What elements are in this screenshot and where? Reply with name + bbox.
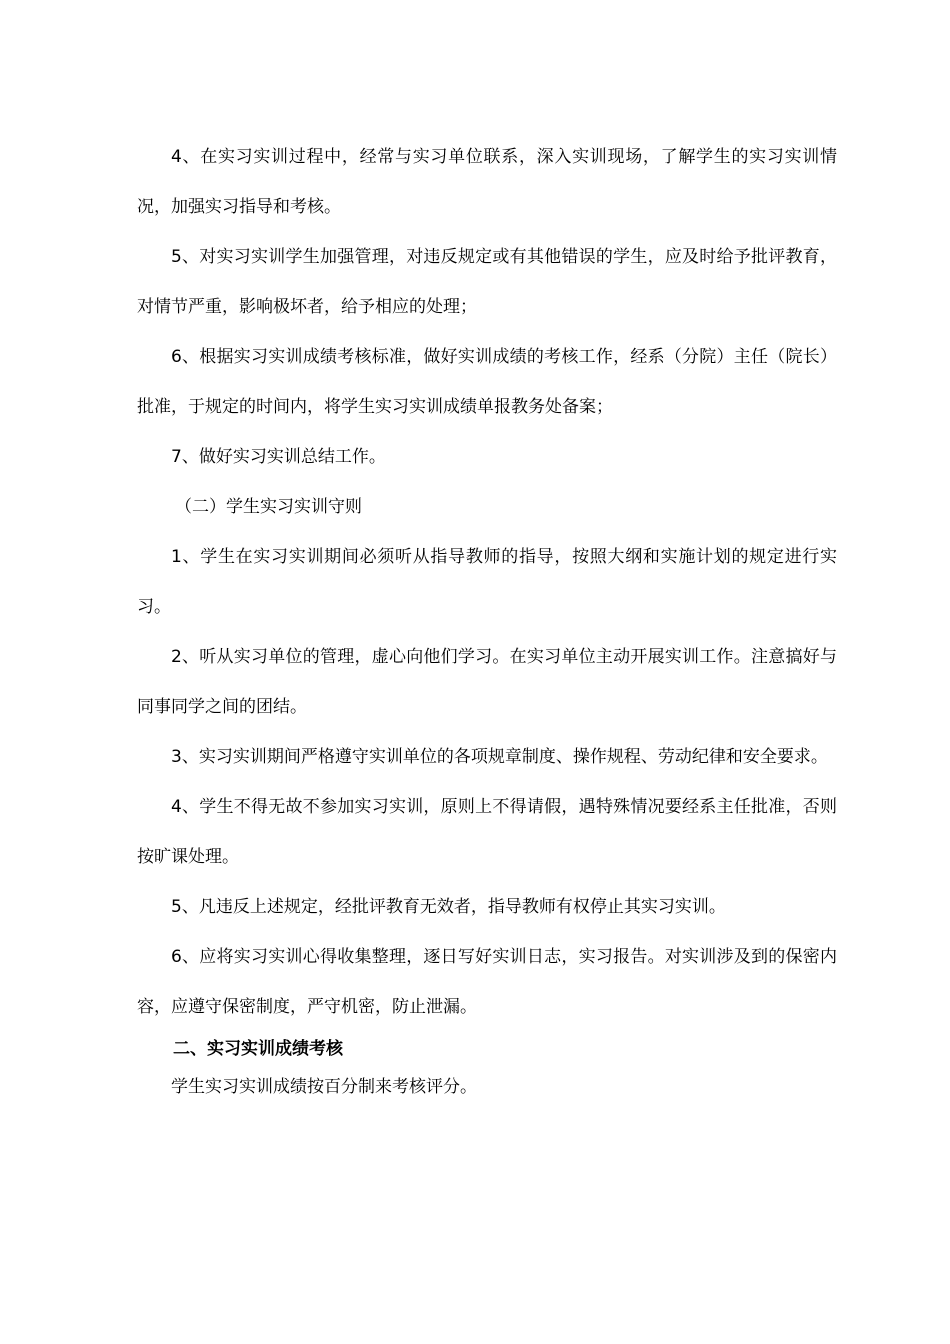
paragraph-grade-assessment: 学生实习实训成绩按百分制来考核评分。 bbox=[171, 1077, 477, 1097]
paragraph-teacher-duty-6: 6、根据实习实训成绩考核标准，做好实训成绩的考核工作，经系（分院）主任（院长）批准，于规定的时间内，将学生实习实训成绩单报教务处备案； bbox=[137, 347, 837, 417]
paragraph-student-rule-3: 3、实习实训期间严格遵守实训单位的各项规章制度、操作规程、劳动纪律和安全要求。 bbox=[171, 747, 828, 767]
paragraph-student-rule-6: 6、应将实习实训心得收集整理，逐日写好实训日志，实习报告。对实训涉及到的保密内容，应遵守保密制度，严守机密，防止泄漏。 bbox=[137, 947, 837, 1017]
paragraph-student-rule-1: 1、学生在实习实训期间必须听从指导教师的指导，按照大纲和实施计划的规定进行实习。 bbox=[137, 547, 837, 617]
paragraph-teacher-duty-4: 4、在实习实训过程中，经常与实习单位联系，深入实训现场，了解学生的实习实训情况，加强实习指导和考核。 bbox=[137, 147, 837, 217]
paragraph-student-rule-4: 4、学生不得无故不参加实习实训，原则上不得请假，遇特殊情况要经系主任批准，否则按旷课处理。 bbox=[137, 797, 837, 867]
document-body bbox=[137, 132, 837, 1106]
paragraph-teacher-duty-7: 7、做好实习实训总结工作。 bbox=[171, 447, 386, 467]
section-heading-grade-assessment: 二、实习实训成绩考核 bbox=[173, 1039, 343, 1059]
subsection-title-student-rules: （二）学生实习实训守则 bbox=[175, 497, 362, 517]
paragraph-student-rule-2: 2、听从实习单位的管理，虚心向他们学习。在实习单位主动开展实训工作。注意搞好与同事同学之间的团结。 bbox=[137, 647, 837, 717]
paragraph-teacher-duty-5: 5、对实习实训学生加强管理，对违反规定或有其他错误的学生，应及时给予批评教育，对情节严重，影响极坏者，给予相应的处理； bbox=[137, 247, 837, 317]
paragraph-student-rule-5: 5、凡违反上述规定，经批评教育无效者，指导教师有权停止其实习实训。 bbox=[171, 897, 726, 917]
